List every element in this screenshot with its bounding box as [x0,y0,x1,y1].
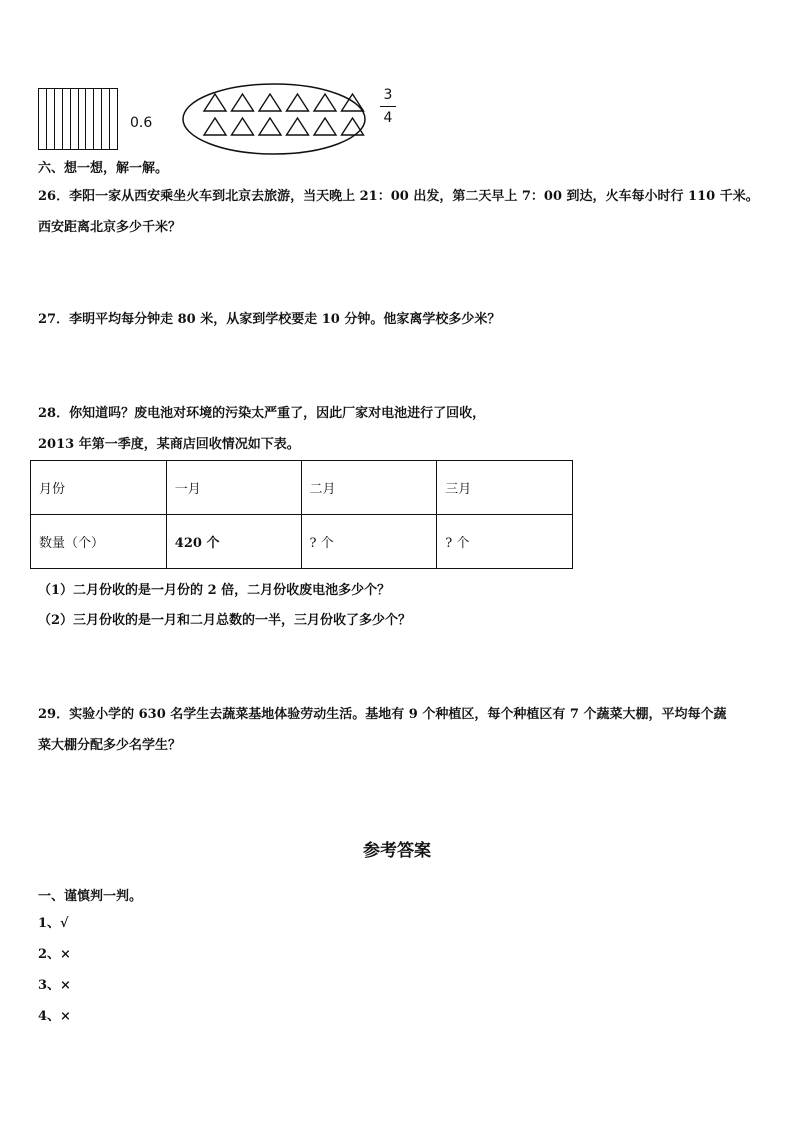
triangle-icon [342,118,364,135]
stripe [94,89,102,149]
answer-item: 1、√ [38,916,69,931]
table-cell: 月份 [31,461,167,515]
triangle-icon [204,94,226,111]
table-header-row [31,461,573,515]
question-29-line2: 菜大棚分配多少名学生？ [38,738,182,753]
table-cell: 二月 [301,461,437,515]
stripe [86,89,94,149]
decimal-label: 0.6 [130,115,153,131]
stripe [71,89,79,149]
stripe [39,89,47,149]
triangle-icon [287,94,309,111]
table-cell: ? 个 [301,515,437,569]
table-cell: 一月 [166,461,301,515]
table-cell: 数量（个） [31,515,167,569]
fraction-denominator: 4 [383,110,393,126]
answer-item: 3、× [38,978,71,993]
triangle-ellipse [182,82,366,156]
table-row [31,515,573,569]
question-26-line2: 西安距离北京多少千米？ [38,220,182,235]
question-28-sub1: （1）二月份收的是一月份的 2 倍，二月份收废电池多少个？ [38,583,391,598]
stripe [47,89,55,149]
fraction-three-quarters [378,86,398,127]
triangle-icon [287,118,309,135]
question-28-line1: 28．你知道吗？废电池对环境的污染太严重了，因此厂家对电池进行了回收， [38,406,486,421]
stripe [110,89,117,149]
recycling-table [30,460,573,569]
triangle-icon [259,94,281,111]
stripe [102,89,110,149]
triangle-icon [259,118,281,135]
triangle-icon [232,118,254,135]
triangle-icon [314,118,336,135]
answers-title: 参考答案 [363,841,431,861]
answer-item: 4、× [38,1009,71,1024]
stripe [55,89,63,149]
table-cell: ? 个 [437,515,573,569]
stripe [79,89,87,149]
question-27: 27．李明平均每分钟走 80 米，从家到学校要走 10 分钟。他家离学校多少米？ [38,312,501,327]
question-29-line1: 29．实验小学的 630 名学生去蔬菜基地体验劳动生活。基地有 9 个种植区，每个种植区有 7 个蔬菜大棚，平均每个蔬 [38,707,727,722]
fraction-numerator: 3 [383,87,393,103]
table-cell: 三月 [437,461,573,515]
section-heading: 六、想一想，解一解。 [38,161,169,176]
triangle-icon [232,94,254,111]
stripe [63,89,71,149]
question-28-sub2: （2）三月份收的是一月和二月总数的一半，三月份收了多少个？ [38,613,412,628]
answers-section1-heading: 一、谨慎判一判。 [38,889,143,904]
table-cell: 420 个 [166,515,301,569]
question-26-line1: 26．李阳一家从西安乘坐火车到北京去旅游，当天晚上 21：00 出发，第二天早上 7：00 到达，火车每小时行 110 千米。 [38,189,759,204]
answer-item: 2、× [38,947,71,962]
striped-rectangle [38,88,118,150]
triangle-icon [204,118,226,135]
question-28-line2: 2013 年第一季度，某商店回收情况如下表。 [38,437,300,452]
triangle-icon [314,94,336,111]
fraction-bar [380,106,396,107]
